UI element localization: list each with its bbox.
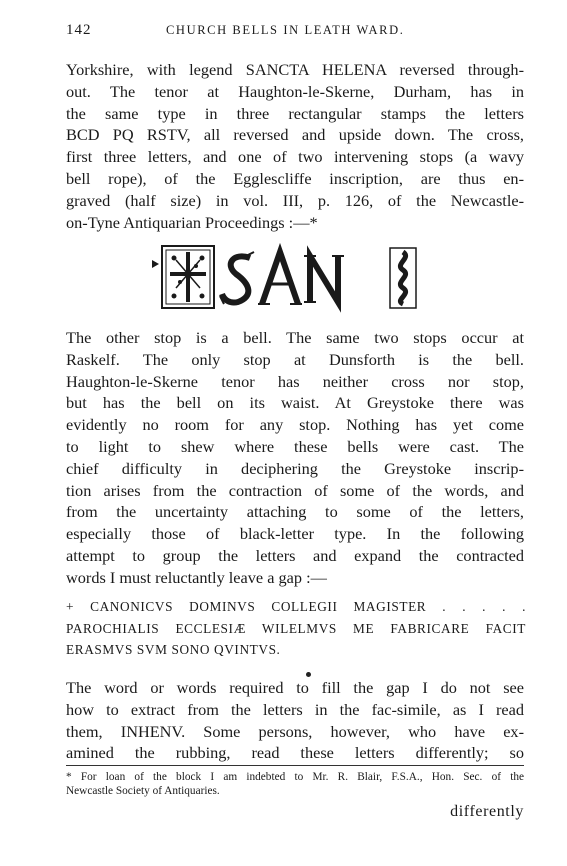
text-line: amined the rubbing, read these letters differently; so bbox=[66, 743, 524, 763]
page-number: 142 bbox=[66, 22, 92, 38]
text-line: from the uncertainty attaching to some of the letters, bbox=[66, 502, 524, 522]
cross-stamp-icon bbox=[162, 246, 214, 308]
text-line: graved (half size) in vol. III, p. 126, of the Newcastle- bbox=[66, 190, 524, 210]
text-line: bell rope), of the Egglescliffe inscription, are thus en- bbox=[66, 168, 524, 188]
text-line: tion arises from the contraction of some of the words, and bbox=[66, 480, 524, 500]
wavy-stop-icon bbox=[390, 248, 416, 308]
text-line: first three letters, and one of two intervening stops (a wavy bbox=[66, 147, 524, 167]
text-line: Haughton-le-Skerne tenor has neither cross nor stop, bbox=[66, 371, 524, 391]
text-line: how to extract from the letters in the fac-simile, as I read bbox=[66, 699, 524, 719]
text-line: out. The tenor at Haughton-le-Skerne, Durham, has in bbox=[66, 81, 524, 101]
text-line: attempt to group the letters and expand the contracted bbox=[66, 545, 524, 565]
text-line: on-Tyne Antiquarian Proceedings :—* bbox=[66, 212, 318, 232]
gothic-letter-n-icon bbox=[304, 256, 344, 302]
text-line: especially those of black-letter type. In the following bbox=[66, 524, 524, 544]
paragraph-2 bbox=[66, 327, 524, 589]
text-line: The word or words required to fill the gap I do not see bbox=[66, 678, 524, 697]
text-line: The other stop is a bell. The same two stops occur at bbox=[66, 328, 524, 347]
text-line: BCD PQ RSTV, all reversed and upside down. The cross, bbox=[66, 125, 524, 145]
running-head: CHURCH BELLS IN LEATH WARD. bbox=[166, 23, 405, 37]
text-line: evidently no room for any stop. Nothing has yet come bbox=[66, 415, 524, 435]
text-line: them, INHENV. Some persons, however, who have ex- bbox=[66, 721, 524, 741]
footnote-divider bbox=[66, 765, 524, 766]
bell-inscription-text bbox=[66, 596, 526, 661]
text-line: to light to shew where these bells were cast. The bbox=[66, 436, 524, 456]
bell-inscription-engraving bbox=[150, 238, 428, 316]
text-line: chief difficulty in deciphering the Greystoke inscrip- bbox=[66, 458, 524, 478]
inscription-line: + CANONICVS DOMINVS COLLEGII MAGISTER . . . . . bbox=[66, 599, 526, 614]
text-line: Raskelf. The only stop at Dunsforth is the bell. bbox=[66, 349, 524, 369]
page-header bbox=[66, 22, 524, 40]
footnote-line: Newcastle Society of Antiquaries. bbox=[66, 785, 220, 797]
catchword: differently bbox=[450, 803, 524, 820]
text-line: Yorkshire, with legend SANCTA HELENA reversed through- bbox=[66, 60, 524, 79]
text-line: words I must reluctantly leave a gap :— bbox=[66, 567, 327, 587]
footnote bbox=[66, 770, 524, 798]
paragraph-3 bbox=[66, 677, 524, 764]
inscription-line: PAROCHIALIS ECCLESIÆ WILELMVS ME FABRICARE FACIT bbox=[66, 620, 526, 636]
text-line: but has the bell on its waist. At Greystoke there was bbox=[66, 393, 524, 413]
gothic-letter-s-icon bbox=[220, 252, 254, 304]
text-line: the same type in three rectangular stamps the letters bbox=[66, 103, 524, 123]
paragraph-1 bbox=[66, 59, 524, 233]
inscription-line: ERASMVS SVM SONO QVINTVS. bbox=[66, 642, 281, 657]
footnote-line: * For loan of the block I am indebted to Mr. R. Blair, F.S.A., Hon. Sec. of the bbox=[66, 771, 524, 783]
bell-rope-stop-icon bbox=[152, 260, 159, 268]
gothic-letter-a-icon bbox=[258, 252, 302, 304]
